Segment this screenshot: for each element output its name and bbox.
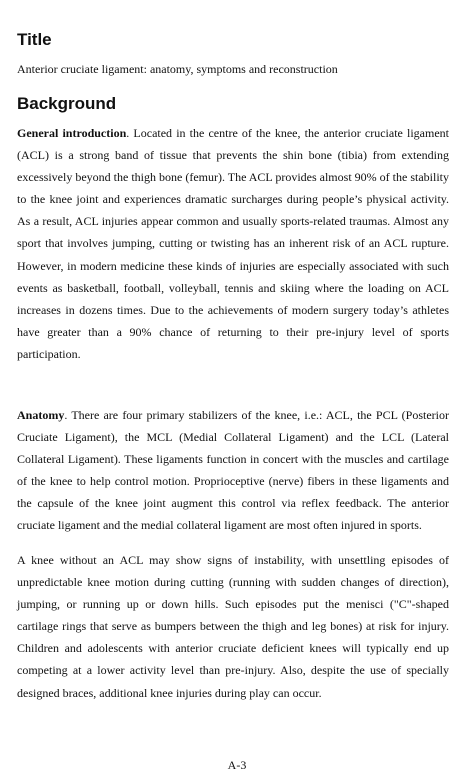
paragraph-text: . There are four primary stabilizers of the knee, i.e.: ACL, the PCL (Posterior Cruciate Ligament), the MCL (Medial Collateral Ligament) and the LCL (Lateral Collateral Ligament). These ligaments function in concert with the muscles and cartilage of the knee to help control motion. Proprioceptive (nerve) fibers in these ligaments and the capsule of the knee joint augment this control via reflex feedback. The anterior cruciate ligament and the medial collateral ligament are most often injured in sports. [17,408,449,533]
paragraph-lead: Anatomy [17,408,65,422]
title-heading: Title [17,30,52,49]
paragraph-anatomy [17,404,449,537]
paragraph-text: A knee without an ACL may show signs of instability, with unsettling episodes of unpredictable knee motion during cutting (running with sudden changes of direction), jumping, or running up or down hills. Such episodes put the menisci ("C"-shaped cartilage rings that serve as bumpers between the thigh and leg bones) at risk for injury. Children and adolescents with anterior cruciate deficient knees will typically end up competing at a lower activity level than pre-injury. Also, despite the use of specially designed braces, additional knee injuries during play can occur. [17,553,449,700]
paragraph-text: . Located in the centre of the knee, the anterior cruciate ligament (ACL) is a strong band of tissue that prevents the shin bone (tibia) from extending excessively beyond the thigh bone (femur). The ACL provides almost 90% of the stability to the knee joint and experiences dramatic surcharges during people’s physical activity. As a result, ACL injuries appear common and usually sports-related traumas. Almost any sport that involves jumping, cutting or twisting has an inherent risk of an ACL rupture. However, in modern medicine these kinds of injuries are especially associated with such events as basketball, football, volleyball, tennis and skiing where the loading on ACL increases in dozens times. Due to the achievements of modern surgery today’s athletes have greater than a 90% chance of returning to their pre-injury level of sports participation. [17,126,449,361]
document-title-text: Anterior cruciate ligament: anatomy, symptoms and reconstruction [17,62,338,76]
paragraph-lead: General introduction [17,126,127,140]
paragraph-general-introduction [17,122,449,365]
paragraph-instability [17,549,449,704]
page-number: A-3 [227,758,247,772]
background-heading: Background [17,94,117,113]
